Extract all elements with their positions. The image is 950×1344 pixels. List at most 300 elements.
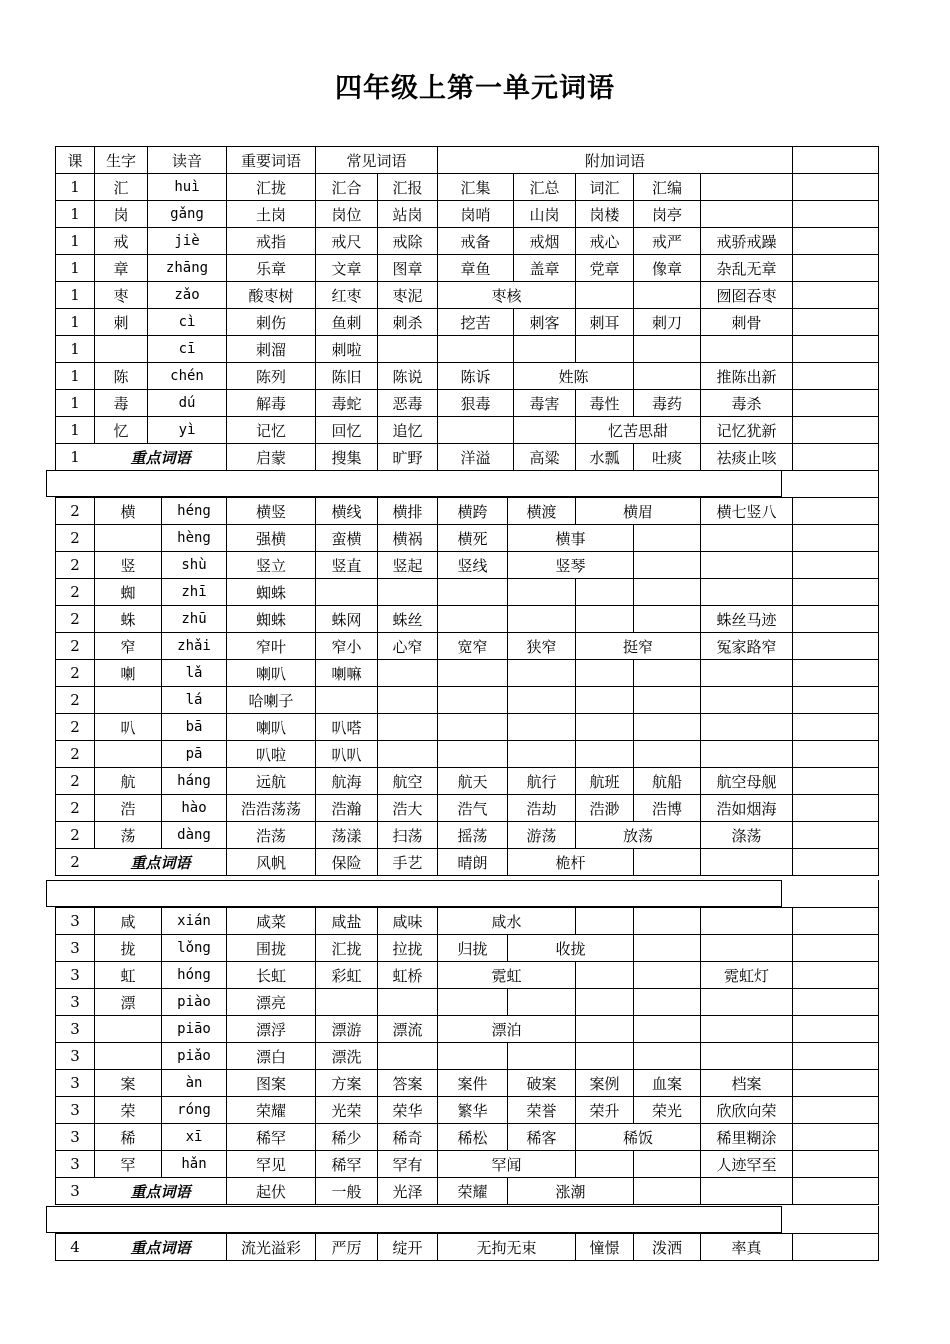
word-cell: 案件 xyxy=(457,1074,488,1093)
word-cell: 旷野 xyxy=(392,448,423,467)
word-cell xyxy=(634,660,700,686)
word-cell: 横祸 xyxy=(392,529,423,548)
word-cell xyxy=(508,660,575,686)
lesson-number: 1 xyxy=(70,313,80,331)
character-cell: 章 xyxy=(113,259,129,278)
character-cell: 拢 xyxy=(120,939,136,958)
word-cell: 案例 xyxy=(589,1074,620,1093)
word-cell: 竖线 xyxy=(457,556,488,575)
word-cell: 航班 xyxy=(589,772,620,791)
word-cell: 漂游 xyxy=(331,1020,362,1039)
word-cell xyxy=(634,336,700,362)
word-cell: 陈说 xyxy=(392,367,423,386)
word-cell: 党章 xyxy=(589,259,620,278)
lesson-number: 1 xyxy=(70,448,80,466)
word-cell xyxy=(508,989,575,1015)
pinyin-cell: zhī xyxy=(181,584,207,600)
word-cell xyxy=(438,687,507,713)
pinyin-cell: yì xyxy=(178,422,196,438)
pinyin-cell: róng xyxy=(177,1102,211,1118)
word-cell: 涤荡 xyxy=(731,826,762,845)
word-cell: 稀罕 xyxy=(331,1155,362,1174)
lesson-number: 1 xyxy=(70,232,80,250)
word-cell: 荡漾 xyxy=(331,826,362,845)
word-cell: 刺啦 xyxy=(331,340,362,359)
word-cell: 汇拢 xyxy=(331,939,362,958)
word-cell xyxy=(378,660,437,686)
word-cell: 横死 xyxy=(457,529,488,548)
character-cell: 咸 xyxy=(120,912,136,931)
word-cell: 记忆 xyxy=(255,421,286,440)
pinyin-cell: pā xyxy=(185,746,203,762)
word-cell: 像章 xyxy=(651,259,682,278)
word-cell xyxy=(576,714,633,740)
word-cell: 航天 xyxy=(457,772,488,791)
word-cell xyxy=(634,989,700,1015)
word-cell: 繁华 xyxy=(457,1101,488,1120)
word-cell: 刺客 xyxy=(529,313,560,332)
word-cell: 罕闻 xyxy=(491,1155,522,1174)
character-cell: 航 xyxy=(120,772,136,791)
word-cell xyxy=(701,525,792,551)
word-cell: 航行 xyxy=(526,772,557,791)
word-cell xyxy=(634,1043,700,1069)
word-cell: 浩气 xyxy=(457,799,488,818)
lesson-number: 2 xyxy=(70,637,80,655)
word-cell: 戒指 xyxy=(255,232,286,251)
word-cell: 竖直 xyxy=(331,556,362,575)
lesson-number: 3 xyxy=(70,939,80,957)
word-cell: 漂亮 xyxy=(255,993,286,1012)
word-cell: 归拢 xyxy=(457,939,488,958)
word-cell: 率真 xyxy=(731,1238,762,1257)
lesson-number: 3 xyxy=(70,1128,80,1146)
word-cell xyxy=(378,714,437,740)
character-cell: 浩 xyxy=(120,799,136,818)
lesson-number: 2 xyxy=(70,556,80,574)
word-cell xyxy=(576,1151,633,1177)
character-cell xyxy=(95,687,161,713)
word-cell: 咸味 xyxy=(392,912,423,931)
word-cell: 浩如烟海 xyxy=(716,799,777,818)
word-cell: 红枣 xyxy=(331,286,362,305)
word-cell: 横事 xyxy=(555,529,586,548)
word-cell: 浩瀚 xyxy=(331,799,362,818)
word-cell xyxy=(378,1043,437,1069)
word-cell xyxy=(438,1043,507,1069)
character-cell xyxy=(95,525,161,551)
word-cell: 荣誉 xyxy=(526,1101,557,1120)
word-cell xyxy=(634,1151,700,1177)
pinyin-cell: lǎ xyxy=(185,665,203,681)
character-cell: 蜘 xyxy=(120,583,136,602)
word-cell: 站岗 xyxy=(392,205,423,224)
lesson-number: 3 xyxy=(70,912,80,930)
word-cell: 启蒙 xyxy=(255,448,286,467)
pinyin-cell: dú xyxy=(178,395,196,411)
section-divider-row xyxy=(46,470,782,497)
word-cell: 祛痰止咳 xyxy=(716,448,777,467)
word-cell xyxy=(316,687,377,713)
word-cell xyxy=(576,989,633,1015)
word-cell xyxy=(701,1178,792,1204)
word-cell: 稀松 xyxy=(457,1128,488,1147)
word-cell: 游荡 xyxy=(526,826,557,845)
word-cell xyxy=(438,989,507,1015)
lesson-number: 3 xyxy=(70,1047,80,1065)
word-cell xyxy=(701,174,792,200)
word-cell: 浩博 xyxy=(651,799,682,818)
word-cell xyxy=(634,962,700,988)
word-cell: 漂白 xyxy=(255,1047,286,1066)
header-pinyin: 读音 xyxy=(171,151,202,170)
character-cell: 汇 xyxy=(113,178,129,197)
word-cell: 稀奇 xyxy=(392,1128,423,1147)
word-cell: 稀饭 xyxy=(622,1128,653,1147)
word-cell: 戒骄戒躁 xyxy=(716,232,777,251)
word-cell: 浩渺 xyxy=(589,799,620,818)
word-cell: 风帆 xyxy=(255,853,286,872)
word-cell xyxy=(634,908,700,934)
word-cell: 喇叭 xyxy=(255,718,286,737)
word-cell: 浩荡 xyxy=(255,826,286,845)
word-cell: 汇拢 xyxy=(255,178,286,197)
word-cell xyxy=(576,282,633,308)
word-cell: 光泽 xyxy=(392,1182,423,1201)
lesson-number: 1 xyxy=(70,286,80,304)
page-title: 四年级上第一单元词语 xyxy=(335,73,615,104)
word-cell: 岗哨 xyxy=(460,205,491,224)
word-cell: 水瓢 xyxy=(589,448,620,467)
word-cell: 横七竖八 xyxy=(716,502,777,521)
word-cell xyxy=(508,579,575,605)
word-cell xyxy=(438,336,513,362)
word-cell: 桅杆 xyxy=(555,853,586,872)
lesson-number: 2 xyxy=(70,799,80,817)
word-cell: 光荣 xyxy=(331,1101,362,1120)
word-cell xyxy=(378,579,437,605)
word-cell: 横排 xyxy=(392,502,423,521)
word-cell xyxy=(438,714,507,740)
word-cell xyxy=(634,606,700,632)
word-cell xyxy=(701,1043,792,1069)
word-cell xyxy=(316,989,377,1015)
word-cell: 喇叭 xyxy=(255,664,286,683)
word-cell: 汇编 xyxy=(651,178,682,197)
word-cell: 破案 xyxy=(526,1074,557,1093)
word-cell: 横线 xyxy=(331,502,362,521)
word-cell: 保险 xyxy=(331,853,362,872)
character-cell: 荡 xyxy=(120,826,136,845)
character-cell: 漂 xyxy=(120,993,136,1012)
lesson-number: 2 xyxy=(70,772,80,790)
word-cell: 放荡 xyxy=(622,826,653,845)
lesson-number: 2 xyxy=(70,529,80,547)
word-cell: 戒烟 xyxy=(529,232,560,251)
word-cell xyxy=(438,660,507,686)
pinyin-cell: jiè xyxy=(174,233,200,249)
lesson-number: 1 xyxy=(70,367,80,385)
word-cell: 霓虹 xyxy=(491,966,522,985)
word-cell: 杂乱无章 xyxy=(716,259,777,278)
word-cell xyxy=(701,714,792,740)
lesson-number: 2 xyxy=(70,745,80,763)
word-cell: 刺骨 xyxy=(731,313,762,332)
word-cell: 罕有 xyxy=(392,1155,423,1174)
word-cell: 毒杀 xyxy=(731,394,762,413)
word-cell: 蜘蛛 xyxy=(255,583,286,602)
character-cell xyxy=(95,1016,161,1042)
word-cell: 起伏 xyxy=(255,1182,286,1201)
lesson-number: 2 xyxy=(70,691,80,709)
pinyin-cell: gǎng xyxy=(170,206,204,222)
word-cell: 洋溢 xyxy=(460,448,491,467)
character-cell: 蛛 xyxy=(120,610,136,629)
word-cell xyxy=(508,606,575,632)
word-cell: 航海 xyxy=(331,772,362,791)
pinyin-cell: cī xyxy=(178,341,196,357)
word-cell: 刺耳 xyxy=(589,313,620,332)
character-cell xyxy=(95,741,161,767)
word-cell xyxy=(438,417,513,443)
word-cell: 囫囵吞枣 xyxy=(716,286,777,305)
word-cell: 横跨 xyxy=(457,502,488,521)
word-cell xyxy=(576,1043,633,1069)
word-cell: 荣耀 xyxy=(457,1182,488,1201)
key-words-label: 重点词语 xyxy=(130,853,191,872)
word-cell: 汇总 xyxy=(529,178,560,197)
header-character: 生字 xyxy=(105,151,136,170)
word-cell: 汇报 xyxy=(392,178,423,197)
word-cell: 枣泥 xyxy=(392,286,423,305)
word-cell: 咸水 xyxy=(491,912,522,931)
word-cell xyxy=(701,935,792,961)
character-cell: 虹 xyxy=(120,966,136,985)
word-cell: 答案 xyxy=(392,1074,423,1093)
word-cell xyxy=(316,579,377,605)
word-cell: 毒性 xyxy=(589,394,620,413)
word-cell: 戒尺 xyxy=(331,232,362,251)
word-cell xyxy=(701,989,792,1015)
word-cell: 枣核 xyxy=(491,286,522,305)
word-cell: 酸枣树 xyxy=(248,286,294,305)
lesson-number: 1 xyxy=(70,421,80,439)
word-cell xyxy=(701,201,792,227)
section-divider-row xyxy=(46,880,782,907)
word-cell: 汇合 xyxy=(331,178,362,197)
word-cell: 戒备 xyxy=(460,232,491,251)
word-cell: 陈诉 xyxy=(460,367,491,386)
word-cell xyxy=(701,660,792,686)
character-cell: 岗 xyxy=(113,205,129,224)
word-cell: 彩虹 xyxy=(331,966,362,985)
word-cell: 荣光 xyxy=(651,1101,682,1120)
key-words-label: 重点词语 xyxy=(130,1182,191,1201)
word-cell: 航空 xyxy=(392,772,423,791)
word-cell: 收拢 xyxy=(555,939,586,958)
word-cell: 绽开 xyxy=(392,1238,423,1257)
pinyin-cell: piāo xyxy=(177,1021,211,1037)
word-cell: 记忆犹新 xyxy=(716,421,777,440)
word-cell: 戒严 xyxy=(651,232,682,251)
pinyin-cell: lá xyxy=(185,692,203,708)
word-cell: 盖章 xyxy=(529,259,560,278)
pinyin-cell: xián xyxy=(177,913,211,929)
lesson-number: 3 xyxy=(70,966,80,984)
lesson-number: 1 xyxy=(70,178,80,196)
word-cell: 窄小 xyxy=(331,637,362,656)
word-cell: 人迹罕至 xyxy=(716,1155,777,1174)
word-cell: 稀客 xyxy=(526,1128,557,1147)
word-cell: 欣欣向荣 xyxy=(716,1101,777,1120)
pinyin-cell: bā xyxy=(185,719,203,735)
character-cell: 荣 xyxy=(120,1101,136,1120)
pinyin-cell: héng xyxy=(177,503,211,519)
pinyin-cell: dàng xyxy=(177,827,211,843)
word-cell xyxy=(701,579,792,605)
word-cell xyxy=(634,525,700,551)
word-cell xyxy=(634,714,700,740)
word-cell: 一般 xyxy=(331,1182,362,1201)
word-cell xyxy=(508,741,575,767)
word-cell: 竖起 xyxy=(392,556,423,575)
word-cell xyxy=(514,417,575,443)
character-cell xyxy=(95,1043,161,1069)
word-cell: 推陈出新 xyxy=(716,367,777,386)
word-cell xyxy=(634,741,700,767)
word-cell: 冤家路窄 xyxy=(716,637,777,656)
lesson-number: 1 xyxy=(70,205,80,223)
word-cell: 荣华 xyxy=(392,1101,423,1120)
pinyin-cell: shù xyxy=(181,557,207,573)
pinyin-cell: zhāng xyxy=(165,260,209,276)
word-cell: 长虹 xyxy=(255,966,286,985)
word-cell xyxy=(634,579,700,605)
character-cell: 枣 xyxy=(113,286,129,305)
word-cell xyxy=(701,908,792,934)
word-cell: 岗位 xyxy=(331,205,362,224)
word-cell: 陈列 xyxy=(255,367,286,386)
word-cell: 喇嘛 xyxy=(331,664,362,683)
word-cell: 刺伤 xyxy=(255,313,286,332)
pinyin-cell: zhǎi xyxy=(177,638,211,654)
word-cell xyxy=(634,935,700,961)
lesson-number: 3 xyxy=(70,1074,80,1092)
word-cell: 戒心 xyxy=(589,232,620,251)
word-cell: 航空母舰 xyxy=(716,772,777,791)
lesson-number: 2 xyxy=(70,853,80,871)
word-cell xyxy=(634,1016,700,1042)
character-cell xyxy=(95,336,147,362)
word-cell: 毒害 xyxy=(529,394,560,413)
pinyin-cell: huì xyxy=(174,179,200,195)
word-cell xyxy=(508,714,575,740)
word-cell: 竖立 xyxy=(255,556,286,575)
pinyin-cell: zǎo xyxy=(174,287,200,303)
word-cell: 手艺 xyxy=(392,853,423,872)
word-cell: 岗楼 xyxy=(589,205,620,224)
word-cell: 憧憬 xyxy=(589,1238,620,1257)
word-cell: 叭叭 xyxy=(331,745,362,764)
word-cell: 蛛丝马迹 xyxy=(716,610,777,629)
lesson-number: 3 xyxy=(70,993,80,1011)
lesson-number: 4 xyxy=(70,1238,80,1256)
word-cell: 心窄 xyxy=(392,637,423,656)
word-cell: 稀罕 xyxy=(255,1128,286,1147)
word-cell: 严厉 xyxy=(331,1238,362,1257)
word-cell: 陈旧 xyxy=(331,367,362,386)
word-cell: 横眉 xyxy=(622,502,653,521)
word-cell: 扫荡 xyxy=(392,826,423,845)
word-cell: 忆苦思甜 xyxy=(607,421,668,440)
word-cell xyxy=(634,687,700,713)
header-lesson: 课 xyxy=(67,151,83,170)
word-cell xyxy=(576,962,633,988)
key-words-label: 重点词语 xyxy=(130,448,191,467)
word-cell xyxy=(508,687,575,713)
word-cell xyxy=(378,336,437,362)
word-cell: 叭啦 xyxy=(255,745,286,764)
word-cell xyxy=(634,363,700,389)
lesson-number: 2 xyxy=(70,664,80,682)
word-cell: 咸菜 xyxy=(255,912,286,931)
word-cell xyxy=(514,336,575,362)
word-cell xyxy=(701,1016,792,1042)
word-cell: 蛛丝 xyxy=(392,610,423,629)
header-common-words: 常见词语 xyxy=(346,151,407,170)
character-cell: 喇 xyxy=(120,664,136,683)
word-cell: 词汇 xyxy=(589,178,620,197)
word-cell: 虹桥 xyxy=(392,966,423,985)
word-cell: 浩浩荡荡 xyxy=(240,799,301,818)
word-cell: 解毒 xyxy=(255,394,286,413)
pinyin-cell: lǒng xyxy=(177,940,211,956)
word-cell xyxy=(634,1178,700,1204)
pinyin-cell: piǎo xyxy=(177,1048,211,1064)
word-cell xyxy=(634,282,700,308)
word-cell: 摇荡 xyxy=(457,826,488,845)
pinyin-cell: zhū xyxy=(181,611,207,627)
word-cell xyxy=(576,687,633,713)
character-cell: 戒 xyxy=(113,232,129,251)
character-cell: 窄 xyxy=(120,637,136,656)
lesson-number: 2 xyxy=(70,583,80,601)
word-cell: 蛮横 xyxy=(331,529,362,548)
word-cell: 强横 xyxy=(255,529,286,548)
word-cell: 罕见 xyxy=(255,1155,286,1174)
word-cell xyxy=(701,552,792,578)
character-cell: 忆 xyxy=(113,421,129,440)
section-divider-row xyxy=(46,1206,782,1233)
character-cell: 竖 xyxy=(120,556,136,575)
word-cell: 晴朗 xyxy=(457,853,488,872)
lesson-number: 1 xyxy=(70,394,80,412)
word-cell: 追忆 xyxy=(392,421,423,440)
word-cell xyxy=(378,989,437,1015)
word-cell: 稀里糊涂 xyxy=(716,1128,777,1147)
word-cell xyxy=(576,606,633,632)
word-cell: 叭嗒 xyxy=(331,718,362,737)
pinyin-cell: hǎn xyxy=(181,1156,207,1172)
character-cell: 刺 xyxy=(113,313,129,332)
word-cell xyxy=(378,687,437,713)
word-cell: 恶毒 xyxy=(392,394,423,413)
word-cell: 泼洒 xyxy=(651,1238,682,1257)
character-cell: 案 xyxy=(120,1074,136,1093)
pinyin-cell: hèng xyxy=(177,530,211,546)
word-cell: 竖琴 xyxy=(555,556,586,575)
word-cell xyxy=(438,606,507,632)
